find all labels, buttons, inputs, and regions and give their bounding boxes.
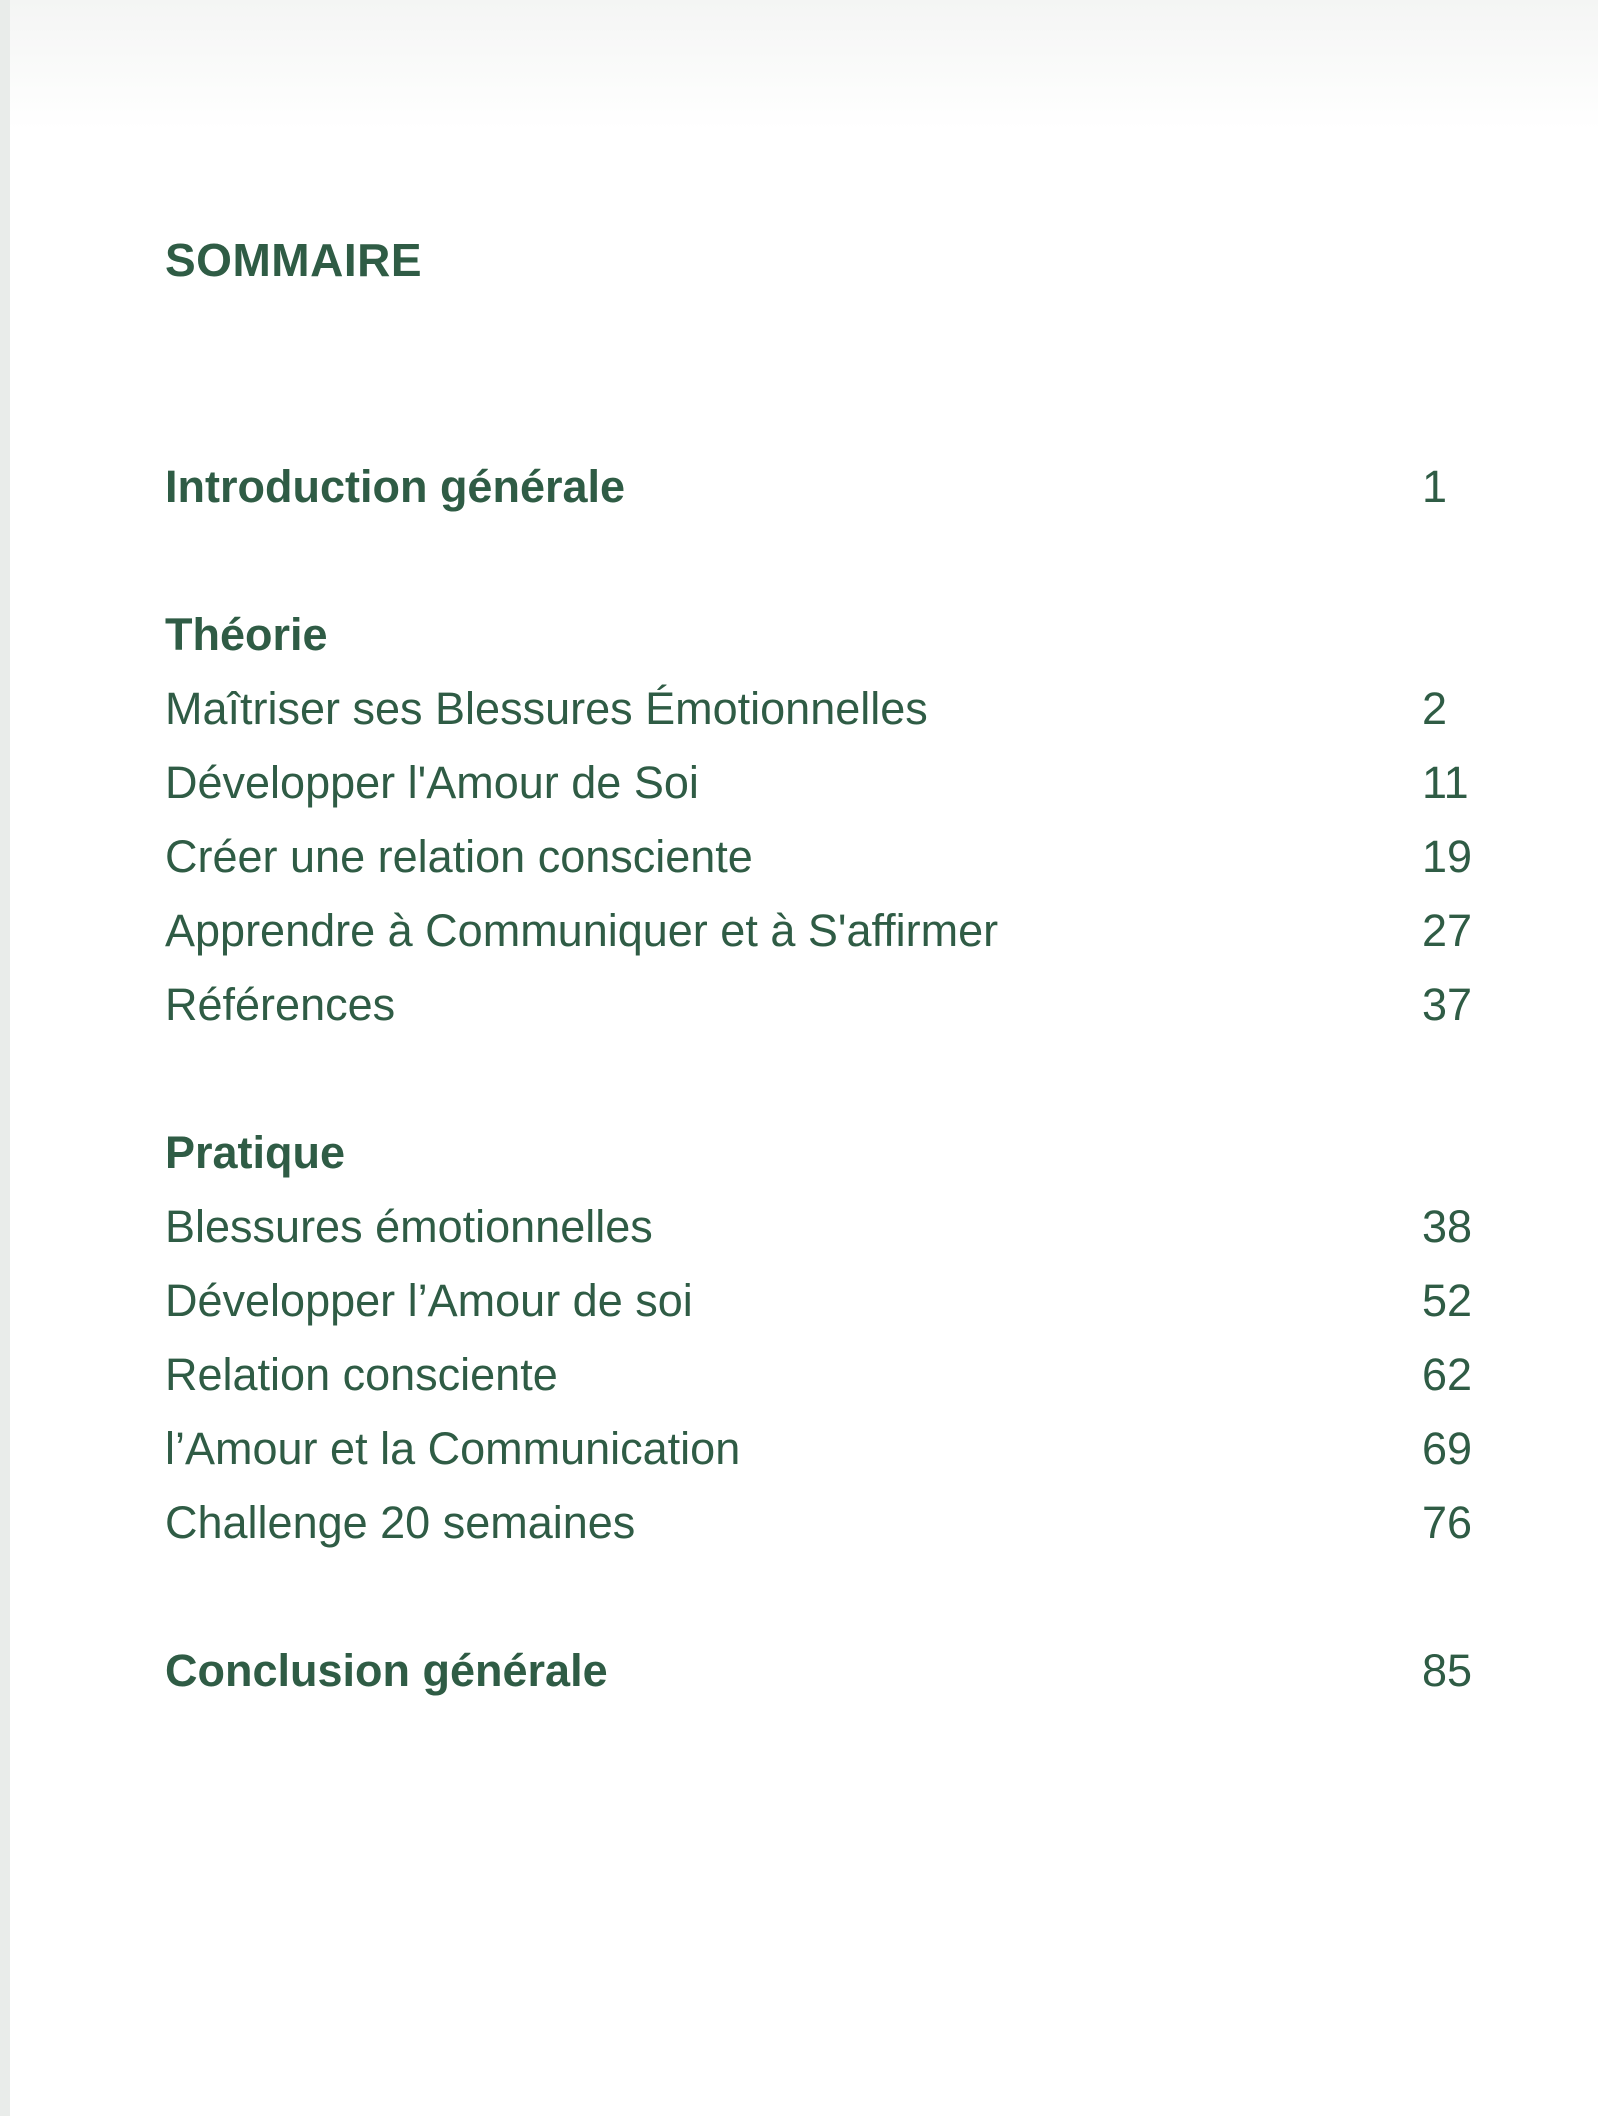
section-spacer (165, 524, 1475, 598)
toc-entry-page-number: 37 (1422, 979, 1473, 1030)
toc-entry-label: Développer l’Amour de soi (165, 1275, 693, 1326)
toc-entry[interactable] (165, 894, 1475, 968)
toc-entry-page-number: 62 (1422, 1349, 1473, 1400)
toc-entry-page-number: 2 (1422, 683, 1448, 734)
toc-entry-label: Introduction générale (165, 461, 626, 512)
toc-entry[interactable] (165, 672, 1475, 746)
toc-section-heading-practice (165, 1116, 1475, 1190)
document-page (10, 0, 1598, 2116)
toc-entry[interactable] (165, 1412, 1475, 1486)
toc-entry[interactable] (165, 1190, 1475, 1264)
toc-entry-page-number: 85 (1422, 1645, 1473, 1696)
toc-entry-label: Challenge 20 semaines (165, 1497, 636, 1548)
toc-entry[interactable] (165, 746, 1475, 820)
toc-entry-page-number: 38 (1422, 1201, 1473, 1252)
toc-entry-label: l’Amour et la Communication (165, 1423, 741, 1474)
toc-section-label: Pratique (165, 1127, 346, 1178)
toc-entry-label: Maîtriser ses Blessures Émotionnelles (165, 683, 928, 734)
toc-entry-label: Relation consciente (165, 1349, 558, 1400)
table-of-contents (165, 450, 1475, 1708)
toc-entry-label: Apprendre à Communiquer et à S'affirmer (165, 905, 999, 956)
toc-entry-page-number: 1 (1422, 461, 1448, 512)
toc-section-heading-theory (165, 598, 1475, 672)
toc-entry[interactable] (165, 1264, 1475, 1338)
toc-entry-label: Développer l'Amour de Soi (165, 757, 699, 808)
toc-entry[interactable] (165, 1338, 1475, 1412)
toc-entry-page-number: 11 (1422, 757, 1469, 808)
toc-section-label: Théorie (165, 609, 328, 660)
toc-entry-introduction[interactable] (165, 450, 1475, 524)
toc-entry-page-number: 69 (1422, 1423, 1473, 1474)
page-top-shadow (10, 0, 1598, 130)
toc-entry-label: Blessures émotionnelles (165, 1201, 653, 1252)
toc-entry-page-number: 27 (1422, 905, 1473, 956)
toc-entry-label: Créer une relation consciente (165, 831, 753, 882)
page-title: SOMMAIRE (165, 234, 422, 286)
toc-entry[interactable] (165, 1486, 1475, 1560)
toc-entry-conclusion[interactable] (165, 1634, 1475, 1708)
toc-entry-label: Références (165, 979, 396, 1030)
toc-entry-page-number: 76 (1422, 1497, 1473, 1548)
toc-entry-page-number: 52 (1422, 1275, 1473, 1326)
toc-entry-label: Conclusion générale (165, 1645, 608, 1696)
section-spacer (165, 1042, 1475, 1116)
section-spacer (165, 1560, 1475, 1634)
toc-entry-page-number: 19 (1422, 831, 1473, 882)
toc-entry[interactable] (165, 968, 1475, 1042)
toc-entry[interactable] (165, 820, 1475, 894)
